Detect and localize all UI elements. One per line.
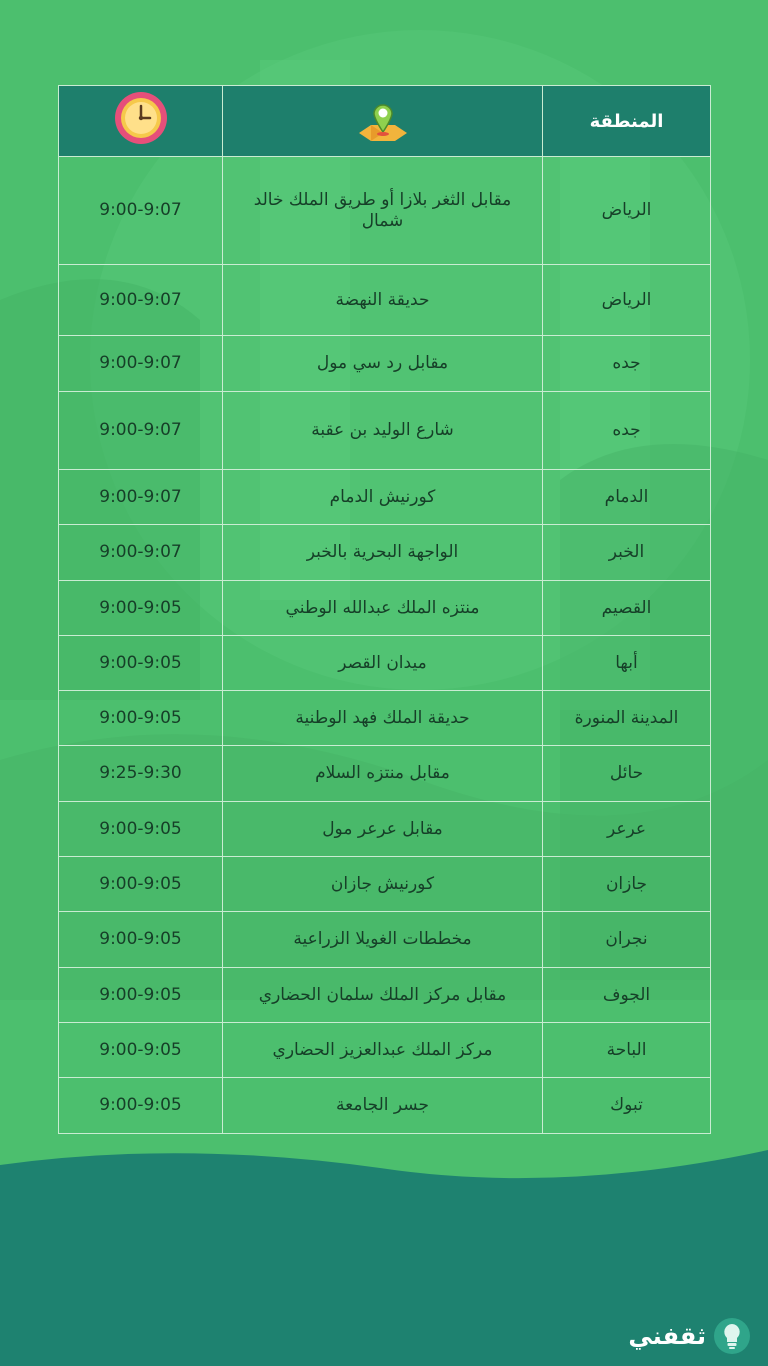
time-cell: 9:00-9:05 [59,1023,223,1078]
location-column-header [223,86,543,157]
place-cell: حديقة النهضة [223,265,543,336]
region-cell: الرياض [543,157,711,265]
region-cell: الرياض [543,265,711,336]
time-cell: 9:00-9:07 [59,392,223,470]
table-row [59,1023,711,1078]
table-row [59,857,711,912]
place-cell: حديقة الملك فهد الوطنية [223,691,543,746]
table-row [59,157,711,265]
table-row [59,802,711,857]
time-cell: 9:00-9:05 [59,691,223,746]
time-cell: 9:25-9:30 [59,746,223,802]
region-cell: جده [543,336,711,392]
place-cell: مخططات الغويلا الزراعية [223,912,543,968]
region-cell: الجوف [543,968,711,1023]
time-cell: 9:00-9:05 [59,912,223,968]
place-cell: الواجهة البحرية بالخبر [223,525,543,581]
place-cell: كورنيش الدمام [223,470,543,525]
place-cell: مقابل مركز الملك سلمان الحضاري [223,968,543,1023]
clock-icon [113,90,169,146]
table-row [59,746,711,802]
time-cell: 9:00-9:07 [59,336,223,392]
region-cell: القصيم [543,581,711,636]
table-row [59,691,711,746]
header-row [59,86,711,157]
time-cell: 9:00-9:05 [59,1078,223,1134]
region-cell: الخبر [543,525,711,581]
place-cell: مقابل منتزه السلام [223,746,543,802]
time-cell: 9:00-9:07 [59,265,223,336]
time-cell: 9:00-9:07 [59,525,223,581]
time-cell: 9:00-9:05 [59,968,223,1023]
place-cell: شارع الوليد بن عقبة [223,392,543,470]
place-cell: جسر الجامعة [223,1078,543,1134]
table-row [59,581,711,636]
time-cell: 9:00-9:05 [59,857,223,912]
site-logo [622,1316,752,1356]
table-row [59,392,711,470]
time-cell: 9:00-9:07 [59,157,223,265]
table-row [59,336,711,392]
region-cell: الباحة [543,1023,711,1078]
place-cell: ميدان القصر [223,636,543,691]
logo-text: ثقفني [628,1322,706,1350]
time-cell: 9:00-9:05 [59,636,223,691]
region-cell: تبوك [543,1078,711,1134]
region-cell: جازان [543,857,711,912]
region-cell: حائل [543,746,711,802]
place-cell: كورنيش جازان [223,857,543,912]
time-cell: 9:00-9:07 [59,470,223,525]
region-cell: الدمام [543,470,711,525]
table-row [59,470,711,525]
table-row [59,912,711,968]
region-cell: نجران [543,912,711,968]
map-pin-icon [353,88,413,148]
place-cell: مقابل عرعر مول [223,802,543,857]
region-cell: المدينة المنورة [543,691,711,746]
time-column-header [59,86,223,157]
table-row [59,1078,711,1134]
schedule-table [58,85,711,1134]
table-row [59,265,711,336]
table-row [59,525,711,581]
region-cell: جده [543,392,711,470]
time-cell: 9:00-9:05 [59,581,223,636]
place-cell: مركز الملك عبدالعزيز الحضاري [223,1023,543,1078]
place-cell: منتزه الملك عبدالله الوطني [223,581,543,636]
table-row [59,636,711,691]
lightbulb-icon [712,1316,752,1356]
region-column-header: المنطقة [543,86,711,157]
region-cell: عرعر [543,802,711,857]
place-cell: مقابل رد سي مول [223,336,543,392]
table-row [59,968,711,1023]
time-cell: 9:00-9:05 [59,802,223,857]
region-cell: أبها [543,636,711,691]
place-cell: مقابل الثغر بلازا أو طريق الملك خالد شمال [223,157,543,265]
